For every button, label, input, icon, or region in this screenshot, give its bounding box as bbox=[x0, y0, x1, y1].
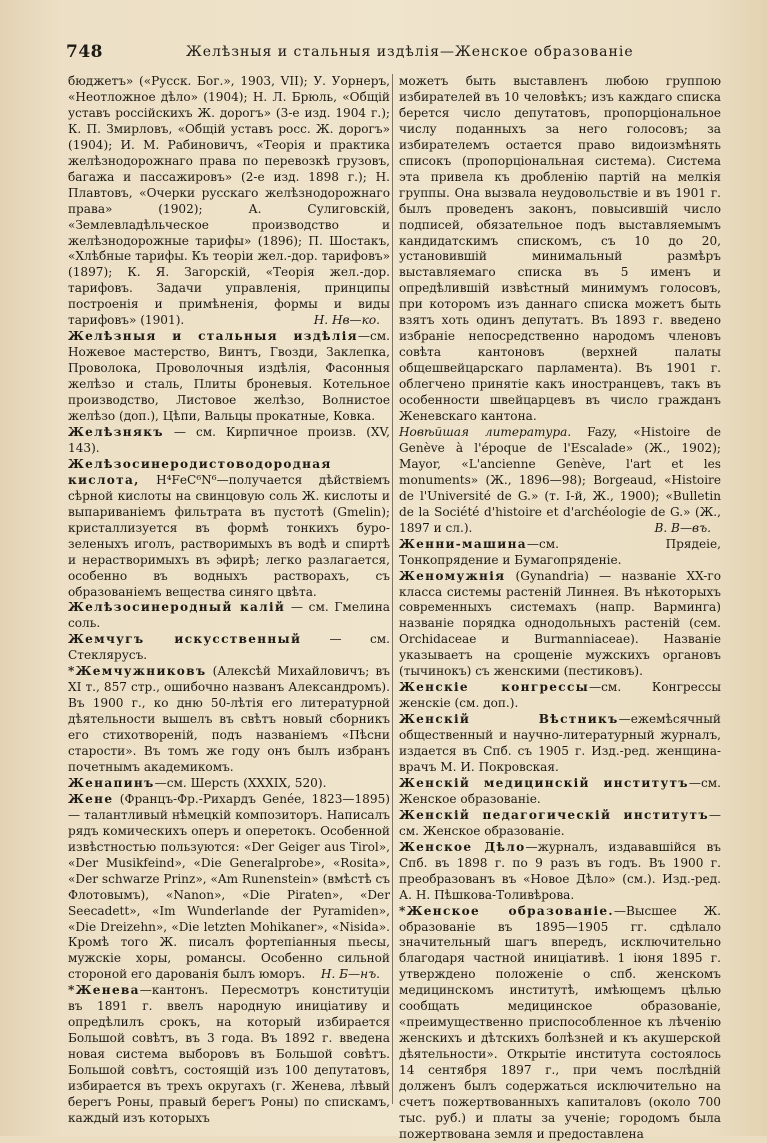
entry-body: —журналъ, издававшійся въ Спб. въ 1898 г. по 9 разъ въ годъ. Въ 1900 г. преобразованъ въ «Новое Дѣло» (см.). Изд.-ред. А. Н. Пѣшкова-Толивѣрова. bbox=[399, 839, 721, 902]
dictionary-entry bbox=[68, 457, 390, 601]
entry-body: —Высшее Ж. образованіе въ 1895—1905 гг. сдѣлало значительный шагъ впередъ, исключительно благодаря частной иниціативѣ. 1 іюня 1895 г. утверждено положеніе о спб. женскомъ медицинскомъ институтѣ, имѣющемъ цѣлью сообщать медицинское образованіе, «преимущественно приспособленное къ лѣченію женскихъ и дѣтскихъ болѣзней и къ акушерской дѣятельности». Открытіе института состоялось 14 сентября 1897 г., при чемъ послѣдній долженъ былъ содержаться исключительно на счетъ пожертвованныхъ капиталовъ (около 700 тыс. руб.) и платы за ученіе; городомъ была пожертвована земля и предоставлена bbox=[399, 903, 721, 1141]
entry-headword: Женскіе конгрессы bbox=[399, 680, 590, 695]
continued-text bbox=[399, 74, 721, 425]
running-title: Желѣзныя и стальныя издѣлія—Женское образованіе bbox=[186, 44, 634, 60]
entry-body: можетъ быть выставленъ любою группою избирателей въ 10 человѣкъ; изъ каждаго списка берется число депутатовъ, пропорціональное числу поданныхъ за него голосовъ; за избирателемъ остается право видоизмѣнять списокъ (пропорціональная система). Система эта привела къ дробленію партій на мелкія группы. Она вызвала неудовольствіе и въ 1901 г. былъ проведенъ законъ, повысившій число подписей, обязательное подъ выставляемымъ кандидатскимъ спискомъ, съ 10 до 20, установившій минимальный размѣръ выставляемаго списка въ 5 именъ и опредѣлившій извѣстный минимумъ голосовъ, при которомъ изъ даннаго списка можетъ быть взятъ хоть одинъ депутатъ. Въ 1893 г. введено избраніе непосредственно народомъ членовъ совѣта кантоновъ (верхней палаты общешвейцарскаго парламента). Въ 1901 г. облегчено принятіе какъ иностранцевъ, такъ въ особенности швейцарцевъ въ число гражданъ Женевскаго кантона. bbox=[399, 74, 721, 424]
dictionary-entry bbox=[68, 664, 390, 776]
entry-body: —см. Шерсть (XXXIX, 520). bbox=[154, 775, 327, 790]
entry-headword: Женскій Вѣстникъ bbox=[399, 712, 619, 727]
entry-body: —ежемѣсячный общественный и научно-литературный журналъ, издается въ Спб. съ 1905 г. Изд.-ред. женщина-врачъ М. И. Покровская. bbox=[399, 712, 721, 774]
entry-body: —см. Женское образованіе. bbox=[399, 807, 721, 838]
entry-body: —кантонъ. Пересмотръ конституціи въ 1891 г. ввелъ народную иниціативу и опредѣлилъ срокъ, на который избирается Большой совѣтъ, въ 3 года. Въ 1892 г. введена новая система выборовъ въ Большой совѣтъ. Большой совѣтъ, состоящій изъ 100 депутатовъ, избирается въ трехъ округахъ (г. Женева, лѣвый берегъ Роны, правый берегъ Роны) по спискамъ, каждый изъ которыхъ bbox=[68, 983, 390, 1125]
entry-body: —см. Женское образованіе. bbox=[399, 775, 721, 806]
entry-body: — см. Гмелина соль. bbox=[68, 600, 390, 631]
author-signature: Н. Нв—ко. bbox=[313, 313, 380, 328]
entry-body: бюджетъ» («Русск. Бог.», 1903, VII); У. Уорнеръ, «Неотложное дѣло» (1904); Н. Л. Брюль, «Общій уставъ россійскихъ Ж. дорогъ» (3-е изд. 1904 г.); К. П. Змирловъ, «Общій уставъ росс. Ж. дорогъ» (1904); И. М. Рабиновичъ, «Теорія и практика желѣзнодорожнаго права по перевозкѣ грузовъ, багажа и пассажировъ» (2-е изд. 1898 г.); Н. Плавтовъ, «Очерки русскаго желѣзнодорожнаго права» (1902); А. Сулиговскій, «Землевладѣльческое производство и желѣзнодорожные тарифы» (1896); П. Шостакъ, «Хлѣбные тарифы. Къ теоріи жел.-дор. тарифовъ» (1897); К. Я. Загорскій, «Теорія жел.-дор. тарифовъ. Задачи управленія, принципы построенія и примѣненія, формы и виды тарифовъ» (1901). bbox=[68, 74, 390, 328]
page-header bbox=[66, 38, 726, 62]
dictionary-entry bbox=[399, 537, 721, 569]
dictionary-entry bbox=[68, 632, 390, 664]
entry-headword: Жемчугъ искусственный bbox=[68, 632, 302, 647]
entry-body: (Алексѣй Михайловичъ; въ XI т., 857 стр., ошибочно названъ Александромъ). Въ 1900 г., ко дню 50-лѣтія его литературной дѣятельности вышелъ въ свѣтъ новый сборникъ его стихотвореній, подъ названіемъ «Пѣсни старости». Въ томъ же году онъ былъ избранъ почетнымъ академикомъ. bbox=[68, 664, 390, 774]
entry-body: Н⁴FеС⁶N⁶—получается дѣйствіемъ сѣрной кислоты на свинцовую соль Ж. кислоты и выпариваніемъ фильтрата въ пустотѣ (Gmelin); кристаллизуется въ формѣ тонкихъ буро-зеленыхъ иголъ, растворимыхъ въ водѣ и спиртѣ и нерастворимыхъ въ эфирѣ; легко разлагается, особенно въ водныхъ растворахъ, съ образованіемъ вещества синяго цвѣта. bbox=[68, 472, 390, 599]
dictionary-entry bbox=[399, 808, 721, 840]
entry-headword: Женскій педагогическій институтъ bbox=[399, 807, 709, 822]
entry-headword: Желѣзнякъ bbox=[68, 424, 164, 439]
entry-body: — см. Стеклярусъ. bbox=[68, 632, 390, 663]
entry-headword: Женское Дѣло bbox=[399, 839, 526, 854]
entry-body: —см. Ножевое мастерство, Винтъ, Гвозди, Заклепка, Проволока, Проволочныя издѣлія, Фасонныя желѣзо и сталь, Плиты броневыя. Котельное производство, Листовое желѣзо, Волнистое желѣзо (доп.), Цѣпи, Вальцы прокатные, Ковка. bbox=[68, 329, 390, 424]
entry-headword: *Жемчужниковъ bbox=[68, 664, 207, 679]
dictionary-entry bbox=[399, 569, 721, 681]
entry-headword: Желѣзосинеродистоводородная кислота, bbox=[68, 456, 332, 487]
left-column bbox=[68, 74, 390, 1125]
dictionary-entry bbox=[399, 680, 721, 712]
literature-label: Новѣйшая литература. bbox=[399, 424, 572, 439]
dictionary-entry bbox=[68, 983, 390, 1127]
entry-headword: Женомужнія bbox=[399, 568, 506, 583]
right-column bbox=[399, 74, 721, 1141]
entry-headword: *Женское образованіе. bbox=[399, 903, 614, 918]
dictionary-entry bbox=[399, 904, 721, 1143]
continued-text bbox=[68, 74, 390, 329]
dictionary-entry bbox=[68, 792, 390, 983]
entry-body: —см. Прядеіе, Тонкопрядение и Бумагопряденіе. bbox=[399, 536, 721, 567]
entry-body: (Францъ-Фр.-Рихардъ Genée, 1823—1895) — талантливый нѣмецкій композиторъ. Написалъ рядъ комическихъ оперъ и оперетокъ. Особенной извѣстностью пользуются: «Der Geiger aus Tirol», «Der Musikfeind», «Die Generalprobe», «Rosita», «Der schwarze Prinz», «Am Runenstein» (вмѣстѣ съ Флотовымъ), «Nanon», «Die Piraten», «Der Seecadett», «Im Wunderlande der Pyramiden», «Die Dreizehn», «Die letzten Mohikaner», «Nisida». Кромѣ того Ж. писалъ фортепіанныя пьесы, мужскіе хоры, романсы. Особенно сильной стороной его дарованія былъ юморъ. bbox=[68, 791, 390, 982]
dictionary-entry bbox=[68, 600, 390, 632]
dictionary-entry bbox=[399, 712, 721, 776]
entry-headword: Женни-машина bbox=[399, 536, 527, 551]
entry-headword: Жене bbox=[68, 791, 114, 806]
dictionary-entry bbox=[399, 425, 721, 537]
author-signature: В. В—въ. bbox=[654, 520, 711, 535]
dictionary-entry bbox=[399, 840, 721, 904]
column-divider bbox=[392, 74, 393, 1104]
entry-headword: Желѣзныя и стальныя издѣлія bbox=[68, 329, 358, 344]
entry-body: Fazy, «Histoire de Genève à l'époque de l'Escalade» (Ж., 1902); Mayor, «L'ancienne Genève, l'art et les monuments» (Ж., 1896—98); Borgeaud, «Histoire de l'Université de G.» (т. I-й, Ж., 1900); «Bulletin de la Société d'histoire et d'archéologie de G.» (Ж., 1897 и сл.). bbox=[399, 424, 721, 535]
entry-body: —см. Конгрессы женскіе (см. доп.). bbox=[399, 680, 721, 711]
author-signature: Н. Б—нъ. bbox=[320, 967, 380, 982]
dictionary-entry bbox=[68, 425, 390, 457]
entry-body: — см. Кирпичное произв. (XV, 143). bbox=[68, 424, 390, 455]
page-number: 748 bbox=[66, 42, 103, 62]
dictionary-entry bbox=[399, 776, 721, 808]
entry-body: (Gynandria) — названіе XX-го класса системы растеній Линнея. Въ нѣкоторыхъ современныхъ системахъ (напр. Варминга) названіе порядка однодольныхъ растеній (сем. Orchidaceae и Burmanniaceae). Названіе указываетъ на срощеніе мужскихъ органовъ (тычинокъ) съ женскими (пестиковъ). bbox=[399, 568, 721, 679]
entry-headword: Желѣзосинеродный калій bbox=[68, 600, 286, 615]
dictionary-entry bbox=[68, 776, 390, 792]
entry-headword: Женскій медицинскій институтъ bbox=[399, 775, 689, 790]
entry-headword: *Женева bbox=[68, 983, 140, 998]
dictionary-entry bbox=[68, 329, 390, 425]
entry-headword: Женапинъ bbox=[68, 775, 155, 790]
